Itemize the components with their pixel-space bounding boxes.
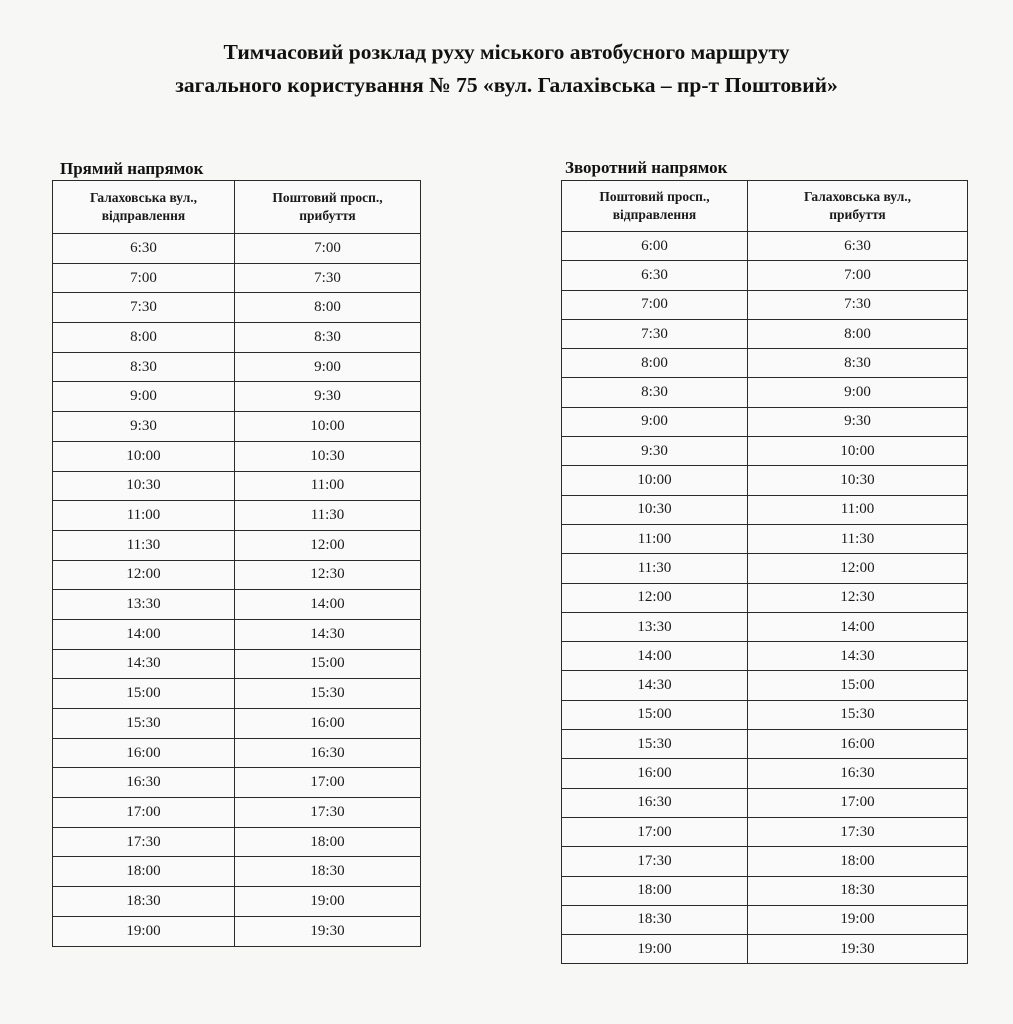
- departure-time-cell: 16:00: [562, 759, 748, 788]
- table-row: [562, 554, 968, 583]
- table-row: [562, 261, 968, 290]
- arrival-time-cell: 15:30: [748, 700, 968, 729]
- table-row: [562, 349, 968, 378]
- arrival-time-cell: 14:00: [235, 590, 421, 620]
- arrival-time-cell: 12:30: [748, 583, 968, 612]
- departure-time-cell: 14:00: [53, 619, 235, 649]
- departure-time-cell: 7:30: [562, 319, 748, 348]
- arrival-time-cell: 15:00: [235, 649, 421, 679]
- departure-time-cell: 17:00: [562, 817, 748, 846]
- arrival-time-cell: 8:00: [235, 293, 421, 323]
- forward-departure-header: Галаховська вул., відправлення: [53, 181, 235, 234]
- departure-time-cell: 11:00: [53, 501, 235, 531]
- table-row: [53, 352, 421, 382]
- table-row: [53, 323, 421, 353]
- table-row: [53, 709, 421, 739]
- table-row: [53, 471, 421, 501]
- arrival-time-cell: 17:00: [748, 788, 968, 817]
- departure-time-cell: 15:30: [53, 709, 235, 739]
- departure-time-cell: 10:30: [53, 471, 235, 501]
- arrival-time-cell: 8:00: [748, 319, 968, 348]
- table-row: [53, 619, 421, 649]
- departure-time-cell: 6:00: [562, 232, 748, 261]
- table-row: [53, 798, 421, 828]
- departure-time-cell: 15:00: [562, 700, 748, 729]
- arrival-time-cell: 16:00: [748, 730, 968, 759]
- departure-time-cell: 12:00: [562, 583, 748, 612]
- departure-time-cell: 17:30: [562, 847, 748, 876]
- arrival-time-cell: 18:30: [235, 857, 421, 887]
- departure-time-cell: 14:30: [53, 649, 235, 679]
- table-row: [53, 916, 421, 946]
- arrival-time-cell: 19:00: [235, 887, 421, 917]
- table-header-row: [562, 181, 968, 232]
- table-row: [562, 319, 968, 348]
- table-row: [53, 590, 421, 620]
- table-row: [562, 935, 968, 964]
- departure-time-cell: 14:30: [562, 671, 748, 700]
- departure-time-cell: 13:30: [53, 590, 235, 620]
- departure-time-cell: 7:30: [53, 293, 235, 323]
- table-row: [53, 263, 421, 293]
- departure-time-cell: 17:00: [53, 798, 235, 828]
- table-row: [562, 700, 968, 729]
- departure-time-cell: 15:30: [562, 730, 748, 759]
- departure-time-cell: 16:30: [53, 768, 235, 798]
- table-row: [562, 378, 968, 407]
- forward-arrival-header: Поштовий просп., прибуття: [235, 181, 421, 234]
- table-row: [53, 679, 421, 709]
- forward-direction-heading: Прямий напрямок: [60, 159, 204, 178]
- reverse-departure-header: Поштовий просп., відправлення: [562, 181, 748, 232]
- arrival-time-cell: 18:00: [235, 827, 421, 857]
- arrival-time-cell: 12:30: [235, 560, 421, 590]
- table-row: [562, 847, 968, 876]
- departure-time-cell: 17:30: [53, 827, 235, 857]
- departure-time-cell: 11:30: [53, 530, 235, 560]
- departure-time-cell: 8:00: [53, 323, 235, 353]
- table-row: [562, 524, 968, 553]
- arrival-time-cell: 7:30: [748, 290, 968, 319]
- table-row: [562, 437, 968, 466]
- table-row: [562, 788, 968, 817]
- departure-time-cell: 12:00: [53, 560, 235, 590]
- arrival-time-cell: 17:30: [235, 798, 421, 828]
- reverse-schedule-table: [561, 180, 968, 964]
- arrival-time-cell: 11:00: [748, 495, 968, 524]
- departure-time-cell: 19:00: [53, 916, 235, 946]
- table-row: [53, 234, 421, 264]
- table-row: [562, 671, 968, 700]
- departure-time-cell: 7:00: [562, 290, 748, 319]
- departure-time-cell: 14:00: [562, 642, 748, 671]
- departure-time-cell: 10:00: [53, 441, 235, 471]
- departure-time-cell: 7:00: [53, 263, 235, 293]
- departure-time-cell: 19:00: [562, 935, 748, 964]
- arrival-time-cell: 12:00: [748, 554, 968, 583]
- table-row: [562, 905, 968, 934]
- table-row: [562, 232, 968, 261]
- departure-time-cell: 11:30: [562, 554, 748, 583]
- departure-time-cell: 9:30: [53, 412, 235, 442]
- arrival-time-cell: 10:30: [748, 466, 968, 495]
- reverse-arrival-header: Галаховська вул., прибуття: [748, 181, 968, 232]
- table-row: [53, 382, 421, 412]
- document-title: [0, 36, 1013, 102]
- table-row: [53, 293, 421, 323]
- arrival-time-cell: 11:00: [235, 471, 421, 501]
- arrival-time-cell: 10:30: [235, 441, 421, 471]
- forward-schedule-table: [52, 180, 421, 947]
- departure-time-cell: 8:00: [562, 349, 748, 378]
- arrival-time-cell: 9:00: [235, 352, 421, 382]
- departure-time-cell: 6:30: [53, 234, 235, 264]
- departure-time-cell: 10:00: [562, 466, 748, 495]
- table-row: [562, 583, 968, 612]
- table-row: [562, 407, 968, 436]
- arrival-time-cell: 16:00: [235, 709, 421, 739]
- table-row: [562, 730, 968, 759]
- arrival-time-cell: 10:00: [235, 412, 421, 442]
- arrival-time-cell: 14:00: [748, 612, 968, 641]
- departure-time-cell: 9:30: [562, 437, 748, 466]
- departure-time-cell: 18:30: [562, 905, 748, 934]
- departure-time-cell: 18:00: [53, 857, 235, 887]
- arrival-time-cell: 17:00: [235, 768, 421, 798]
- arrival-time-cell: 12:00: [235, 530, 421, 560]
- departure-time-cell: 18:00: [562, 876, 748, 905]
- arrival-time-cell: 7:30: [235, 263, 421, 293]
- arrival-time-cell: 11:30: [235, 501, 421, 531]
- arrival-time-cell: 19:30: [748, 935, 968, 964]
- departure-time-cell: 16:00: [53, 738, 235, 768]
- table-row: [53, 887, 421, 917]
- table-row: [53, 768, 421, 798]
- departure-time-cell: 13:30: [562, 612, 748, 641]
- arrival-time-cell: 15:00: [748, 671, 968, 700]
- departure-time-cell: 8:30: [562, 378, 748, 407]
- arrival-time-cell: 19:00: [748, 905, 968, 934]
- arrival-time-cell: 16:30: [235, 738, 421, 768]
- arrival-time-cell: 11:30: [748, 524, 968, 553]
- table-row: [562, 495, 968, 524]
- table-row: [562, 290, 968, 319]
- reverse-direction-heading: Зворотний напрямок: [565, 158, 728, 177]
- table-row: [53, 827, 421, 857]
- departure-time-cell: 10:30: [562, 495, 748, 524]
- arrival-time-cell: 8:30: [235, 323, 421, 353]
- departure-time-cell: 15:00: [53, 679, 235, 709]
- table-row: [562, 759, 968, 788]
- departure-time-cell: 18:30: [53, 887, 235, 917]
- departure-time-cell: 11:00: [562, 524, 748, 553]
- table-row: [53, 560, 421, 590]
- departure-time-cell: 9:00: [53, 382, 235, 412]
- arrival-time-cell: 16:30: [748, 759, 968, 788]
- table-row: [53, 857, 421, 887]
- table-row: [562, 466, 968, 495]
- table-row: [53, 412, 421, 442]
- arrival-time-cell: 9:00: [748, 378, 968, 407]
- table-row: [562, 612, 968, 641]
- arrival-time-cell: 7:00: [748, 261, 968, 290]
- forward-schedule-body: [53, 234, 421, 947]
- table-header-row: [53, 181, 421, 234]
- reverse-schedule-body: [562, 232, 968, 964]
- title-line-1: Тимчасовий розклад руху міського автобусного маршруту: [223, 40, 790, 64]
- table-row: [53, 441, 421, 471]
- arrival-time-cell: 10:00: [748, 437, 968, 466]
- table-row: [562, 876, 968, 905]
- arrival-time-cell: 18:00: [748, 847, 968, 876]
- table-row: [562, 817, 968, 846]
- title-line-2: загального користування № 75 «вул. Галахівська – пр-т Поштовий»: [175, 73, 838, 97]
- arrival-time-cell: 7:00: [235, 234, 421, 264]
- departure-time-cell: 9:00: [562, 407, 748, 436]
- departure-time-cell: 6:30: [562, 261, 748, 290]
- arrival-time-cell: 9:30: [235, 382, 421, 412]
- arrival-time-cell: 15:30: [235, 679, 421, 709]
- table-row: [53, 530, 421, 560]
- arrival-time-cell: 19:30: [235, 916, 421, 946]
- arrival-time-cell: 17:30: [748, 817, 968, 846]
- arrival-time-cell: 14:30: [235, 619, 421, 649]
- table-row: [53, 738, 421, 768]
- arrival-time-cell: 14:30: [748, 642, 968, 671]
- departure-time-cell: 8:30: [53, 352, 235, 382]
- table-row: [53, 649, 421, 679]
- arrival-time-cell: 6:30: [748, 232, 968, 261]
- arrival-time-cell: 9:30: [748, 407, 968, 436]
- departure-time-cell: 16:30: [562, 788, 748, 817]
- arrival-time-cell: 8:30: [748, 349, 968, 378]
- table-row: [562, 642, 968, 671]
- table-row: [53, 501, 421, 531]
- arrival-time-cell: 18:30: [748, 876, 968, 905]
